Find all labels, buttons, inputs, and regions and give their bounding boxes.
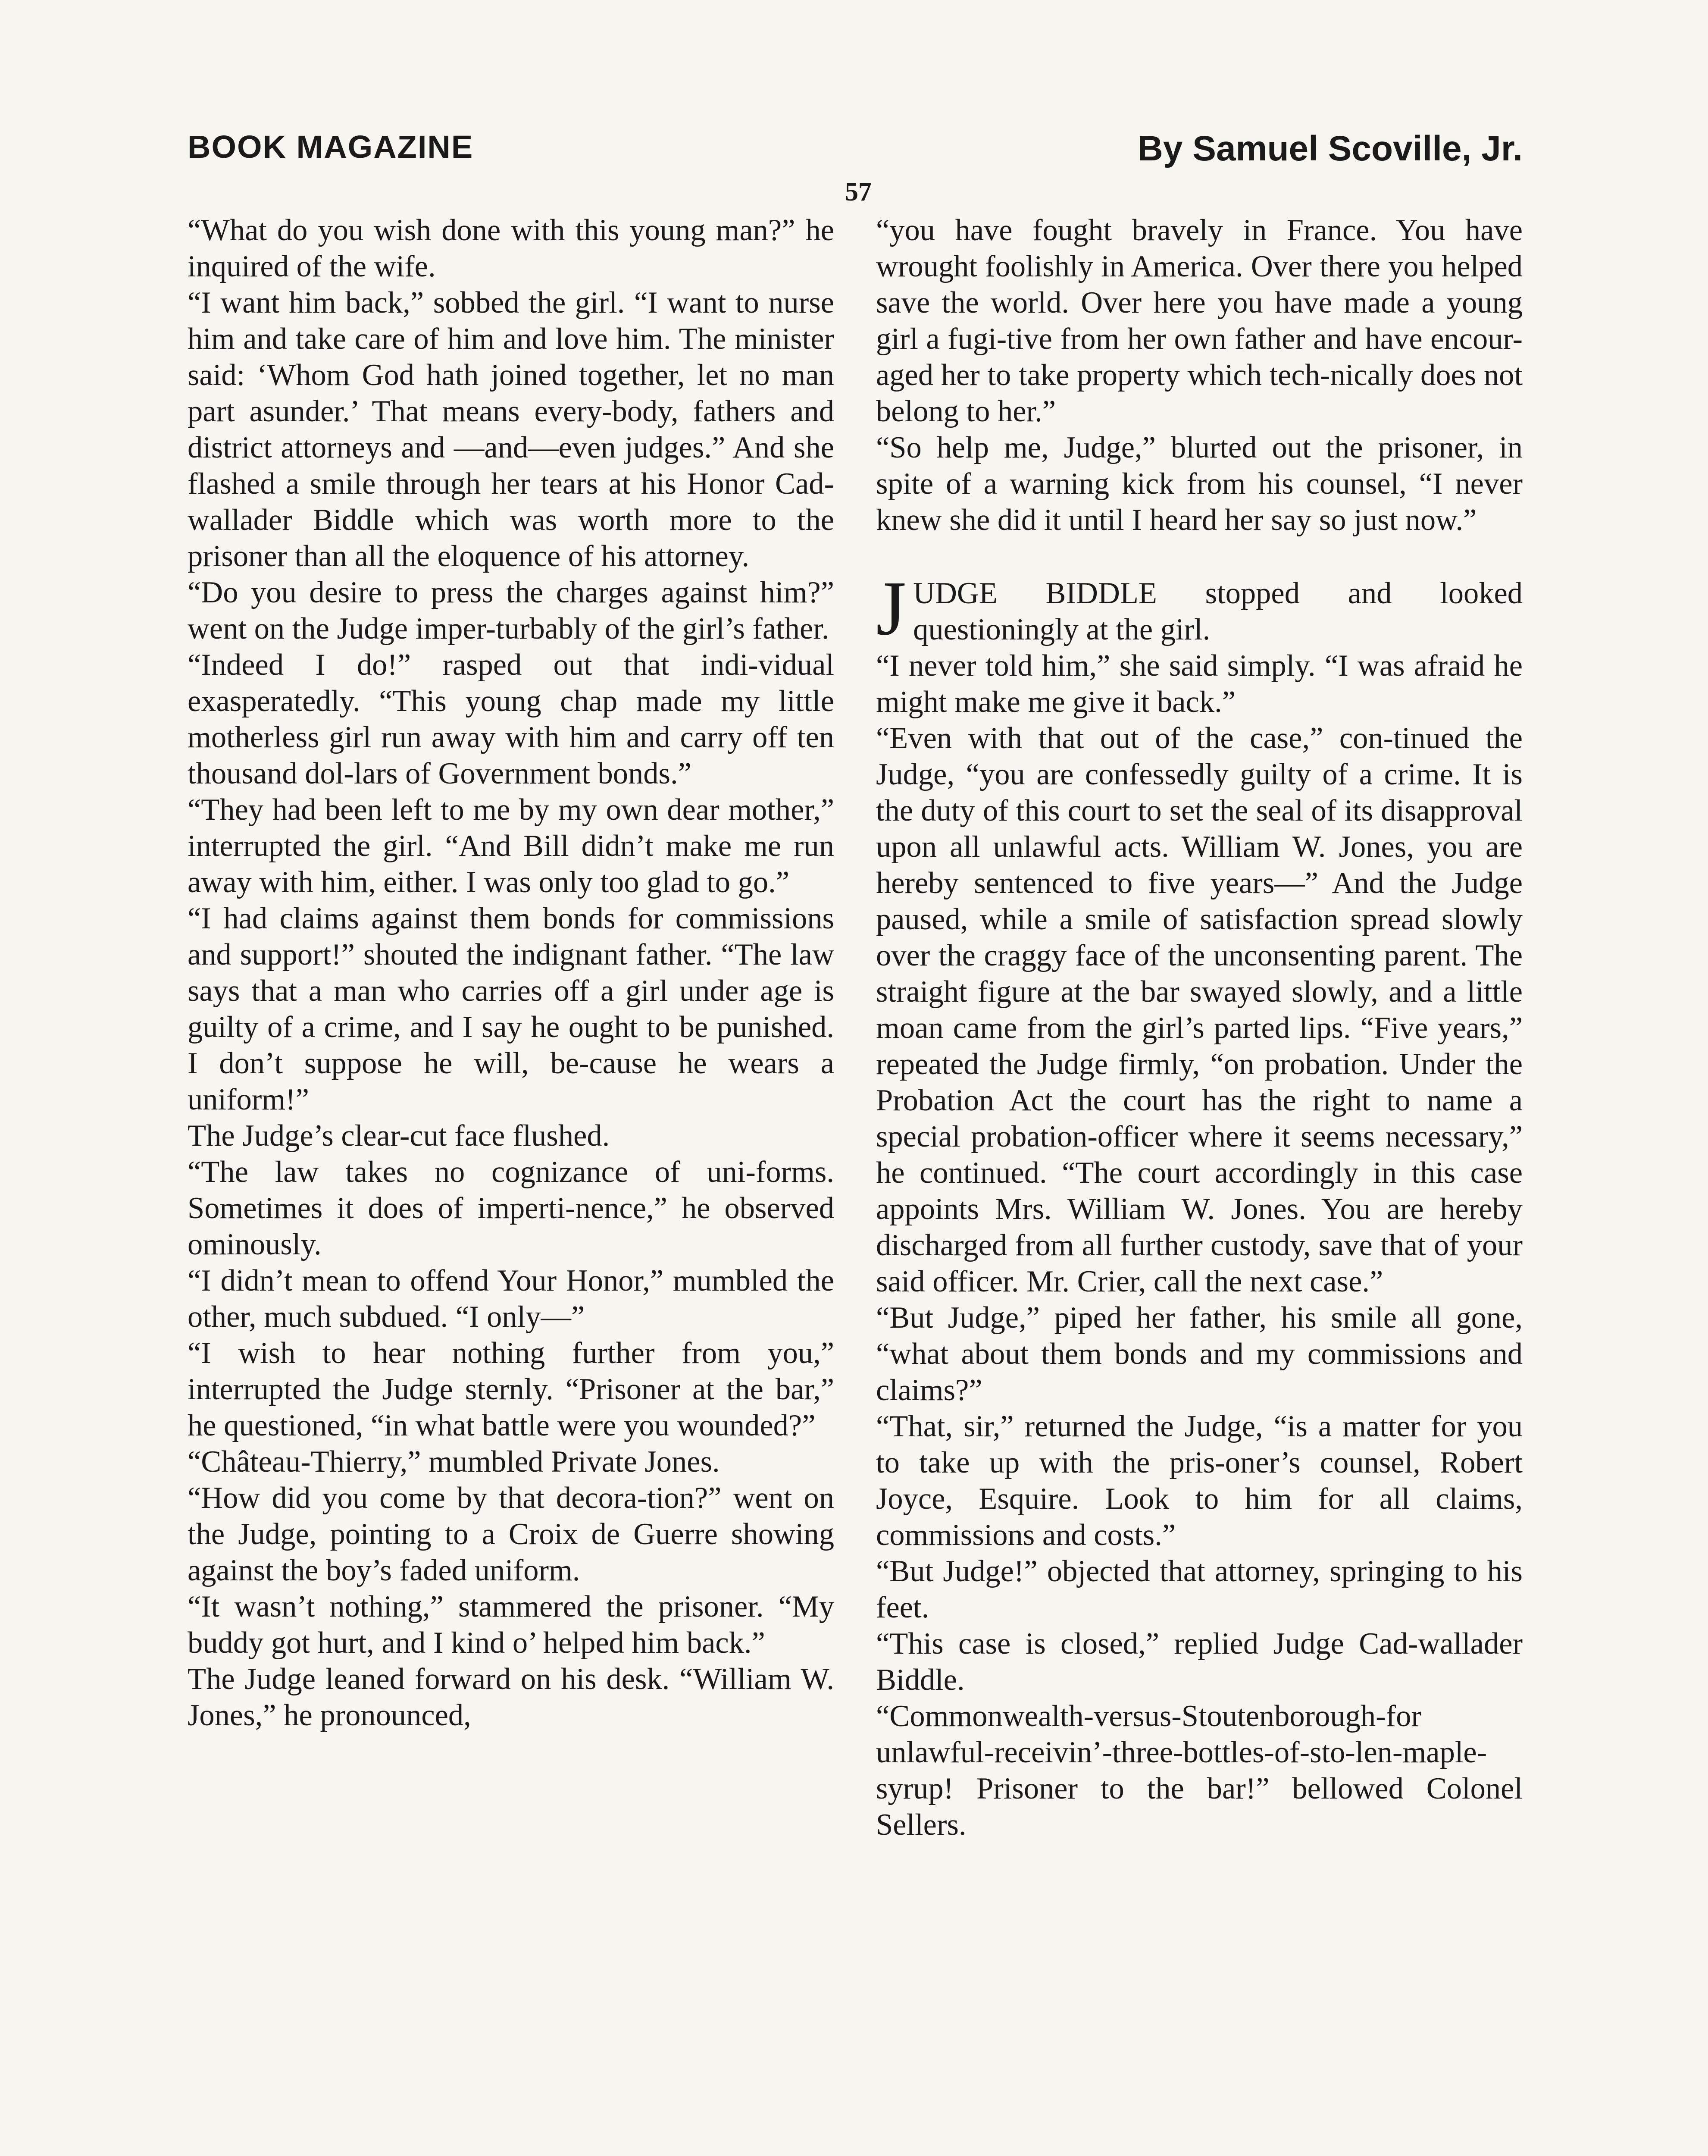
paragraph: “I didn’t mean to offend Your Honor,” mumbled the other, much subdued. “I only—” — [188, 1264, 834, 1334]
section-break-paragraph — [876, 565, 1523, 651]
paragraph: “That, sir,” returned the Judge, “is a matter for you to take up with the pris-oner’s counsel, Robert Joyce, Esquire. Look to him for all claims, commissions and costs.” — [876, 1410, 1523, 1552]
paragraph: “So help me, Judge,” blurted out the prisoner, in spite of a warning kick from his counsel, “I never knew she did it until I heard her say so just now.” — [876, 431, 1523, 537]
paragraph: “Commonwealth-versus-Stoutenborough-for unlawful-receivin’-three-bottles-of-sto-len-maple-syrup! Prisoner to the bar!” bellowed Colonel Sellers. — [876, 1699, 1523, 1842]
paragraph: “But Judge,” piped her father, his smile all gone, “what about them bonds and my commissions and claims?” — [876, 1301, 1523, 1407]
right-column — [876, 212, 1523, 1843]
paragraph: “you have fought bravely in France. You have wrought foolishly in America. Over there you helped save the world. Over here you have made a young girl a fugi-tive from her own father and have encour-aged her to take property which tech-nically does not belong to her.” — [876, 213, 1523, 428]
paragraph: “It wasn’t nothing,” stammered the prisoner. “My buddy got hurt, and I kind o’ helped him back.” — [188, 1590, 834, 1660]
paragraph: “How did you come by that decora-tion?” went on the Judge, pointing to a Croix de Guerre showing against the boy’s faded uniform. — [188, 1481, 834, 1587]
page-number: 57 — [845, 177, 872, 207]
magazine-title: BOOK MAGAZINE — [188, 129, 474, 165]
paragraph: “The law takes no cognizance of uni-forms. Sometimes it does of imperti-nence,” he observed ominously. — [188, 1155, 834, 1261]
paragraph: “But Judge!” objected that attorney, springing to his feet. — [876, 1554, 1523, 1624]
paragraph: “I never told him,” she said simply. “I was afraid he might make me give it back.” — [876, 649, 1523, 719]
paragraph: “This case is closed,” replied Judge Cad-wallader Biddle. — [876, 1627, 1523, 1697]
paragraph: “They had been left to me by my own dear mother,” interrupted the girl. “And Bill didn’t make me run away with him, either. I was only too glad to go.” — [188, 793, 834, 899]
paragraph: “Château-Thierry,” mumbled Private Jones. — [188, 1445, 720, 1479]
paragraph: The Judge leaned forward on his desk. “William W. Jones,” he pronounced, — [188, 1662, 834, 1732]
paragraph: “Even with that out of the case,” con-tinued the Judge, “you are confessedly guilty of a crime. It is the duty of this court to set the seal of its disapproval upon all unlawful acts. William W. Jones, you are hereby sentenced to five years—” And the Judge paused, while a smile of satisfaction spread slowly over the craggy face of the unconsenting parent. The straight figure at the bar swayed slowly, and a little moan came from the girl’s parted lips. “Five years,” repeated the Judge firmly, “on probation. Under the Probation Act the court has the right to name a special probation-officer where it seems necessary,” he continued. “The court accordingly in this case appoints Mrs. William W. Jones. You are hereby discharged from all further custody, save that of your said officer. Mr. Crier, call the next case.” — [876, 721, 1523, 1298]
left-column — [188, 212, 834, 1733]
drop-cap: J — [876, 565, 907, 651]
paragraph: The Judge’s clear-cut face flushed. — [188, 1119, 610, 1153]
section-break-text: UDGE BIDDLE stopped and looked questioningly at the girl. — [913, 577, 1523, 646]
author-byline: By Samuel Scoville, Jr. — [1137, 129, 1523, 168]
paragraph: “I wish to hear nothing further from you,” interrupted the Judge sternly. “Prisoner at the bar,” he questioned, “in what battle were you wounded?” — [188, 1336, 834, 1442]
paragraph: “I had claims against them bonds for commissions and support!” shouted the indignant father. “The law says that a man who carries off a girl under age is guilty of a crime, and I say he ought to be punished. I don’t suppose he will, be-cause he wears a uniform!” — [188, 902, 834, 1116]
paragraph: “What do you wish done with this young man?” he inquired of the wife. — [188, 213, 834, 283]
paragraph: “Do you desire to press the charges against him?” went on the Judge imper-turbably of the girl’s father. — [188, 576, 834, 646]
paragraph: “I want him back,” sobbed the girl. “I want to nurse him and take care of him and love him. The minister said: ‘Whom God hath joined together, let no man part asunder.’ That means every-body, fathers and district attorneys and —and—even judges.” And she flashed a smile through her tears at his Honor Cad-wallader Biddle which was worth more to the prisoner than all the eloquence of his attorney. — [188, 286, 834, 573]
paragraph: “Indeed I do!” rasped out that indi-vidual exasperatedly. “This young chap made my little motherless girl run away with him and carry off ten thousand dol-lars of Government bonds.” — [188, 648, 834, 790]
